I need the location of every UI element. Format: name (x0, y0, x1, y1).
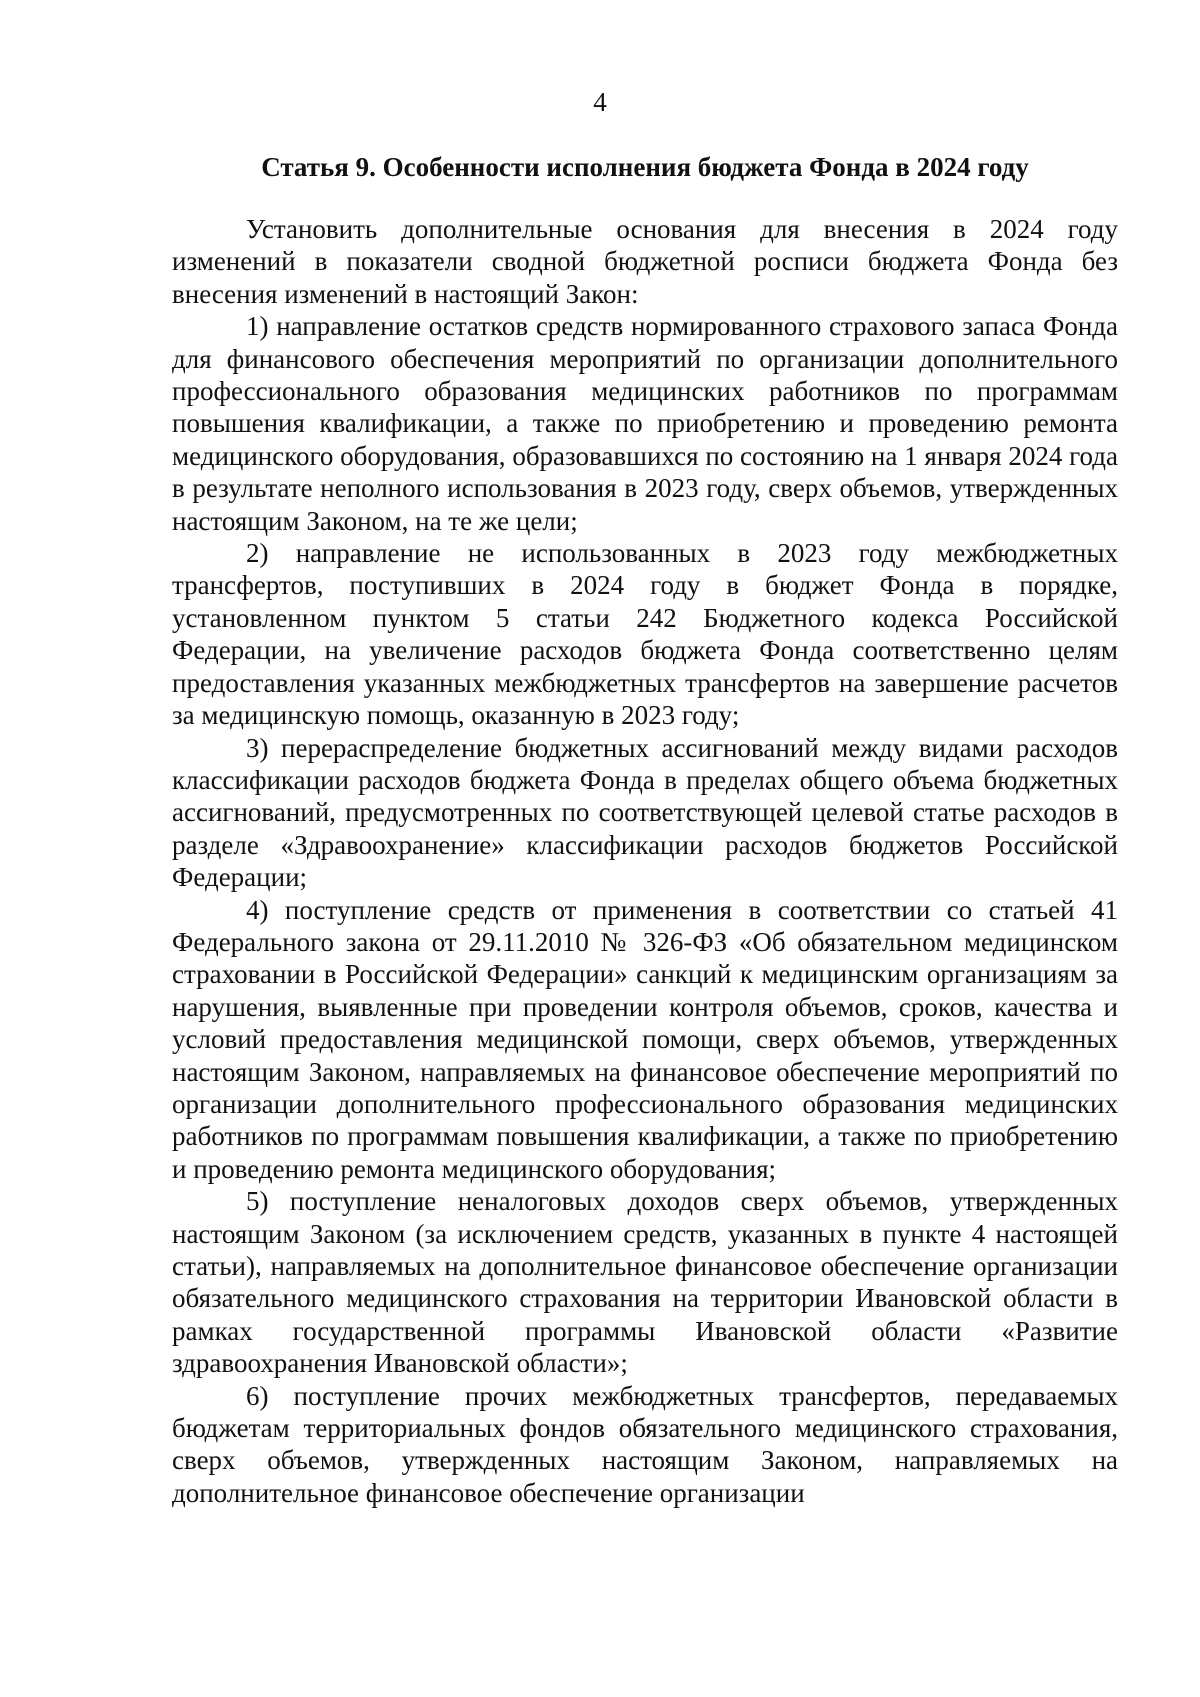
page-number: 4 (593, 87, 607, 117)
paragraph-item-3: 3) перераспределение бюджетных ассигнований между видами расходов классификации расходов бюджета Фонда в пределах общего объема бюджетных ассигнований, предусмотренных по соответствующей целевой статье расходов в разделе «Здравоохранение» классификации расходов бюджетов Российской Федерации; (172, 732, 1118, 893)
paragraph-item-5: 5) поступление неналоговых доходов сверх объемов, утвержденных настоящим Законом (за исключением средств, указанных в пункте 4 настоящей статьи), направляемых на дополнительное финансовое обеспечение организации обязательного медицинского страхования на территории Ивановской области в рамках государственной программы Ивановской области «Развитие здравоохранения Ивановской области»; (172, 1186, 1118, 1379)
paragraph-intro: Установить дополнительные основания для внесения в 2024 году изменений в показатели сводной бюджетной росписи бюджета Фонда без внесения изменений в настоящий Закон: (172, 214, 1118, 309)
article-title: Статья 9. Особенности исполнения бюджета Фонда в 2024 году (261, 152, 1029, 182)
paragraph-item-6: 6) поступление прочих межбюджетных трансфертов, передаваемых бюджетам территориальных фондов обязательного медицинского страхования, сверх объемов, утвержденных настоящим Законом, направляемых на дополнительное финансовое обеспечение организации (172, 1380, 1118, 1508)
article-body (172, 213, 1118, 1509)
paragraph-item-1: 1) направление остатков средств нормированного страхового запаса Фонда для финансового обеспечения мероприятий по организации дополнительного профессионального образования медицинских работников по программам повышения квалификации, а также по приобретению и проведению ремонта медицинского оборудования, образовавшихся по состоянию на 1 января 2024 года в результате неполного использования в 2023 году, сверх объемов, утвержденных настоящим Законом, на те же цели; (172, 311, 1118, 536)
paragraph-item-2: 2) направление не использованных в 2023 году межбюджетных трансфертов, поступивших в 2024 году в бюджет Фонда в порядке, установленном пунктом 5 статьи 242 Бюджетного кодекса Российской Федерации, на увеличение расходов бюджета Фонда соответственно целям предоставления указанных межбюджетных трансфертов на завершение расчетов за медицинскую помощь, оказанную в 2023 году; (172, 538, 1118, 731)
paragraph-item-4: 4) поступление средств от применения в соответствии со статьей 41 Федерального закона от 29.11.2010 № 326-ФЗ «Об обязательном медицинском страховании в Российской Федерации» санкций к медицинским организациям за нарушения, выявленные при проведении контроля объемов, сроков, качества и условий предоставления медицинской помощи, сверх объемов, утвержденных настоящим Законом, направляемых на финансовое обеспечение мероприятий по организации дополнительного профессионального образования медицинских работников по программам повышения квалификации, а также по приобретению и проведению ремонта медицинского оборудования; (172, 894, 1118, 1184)
